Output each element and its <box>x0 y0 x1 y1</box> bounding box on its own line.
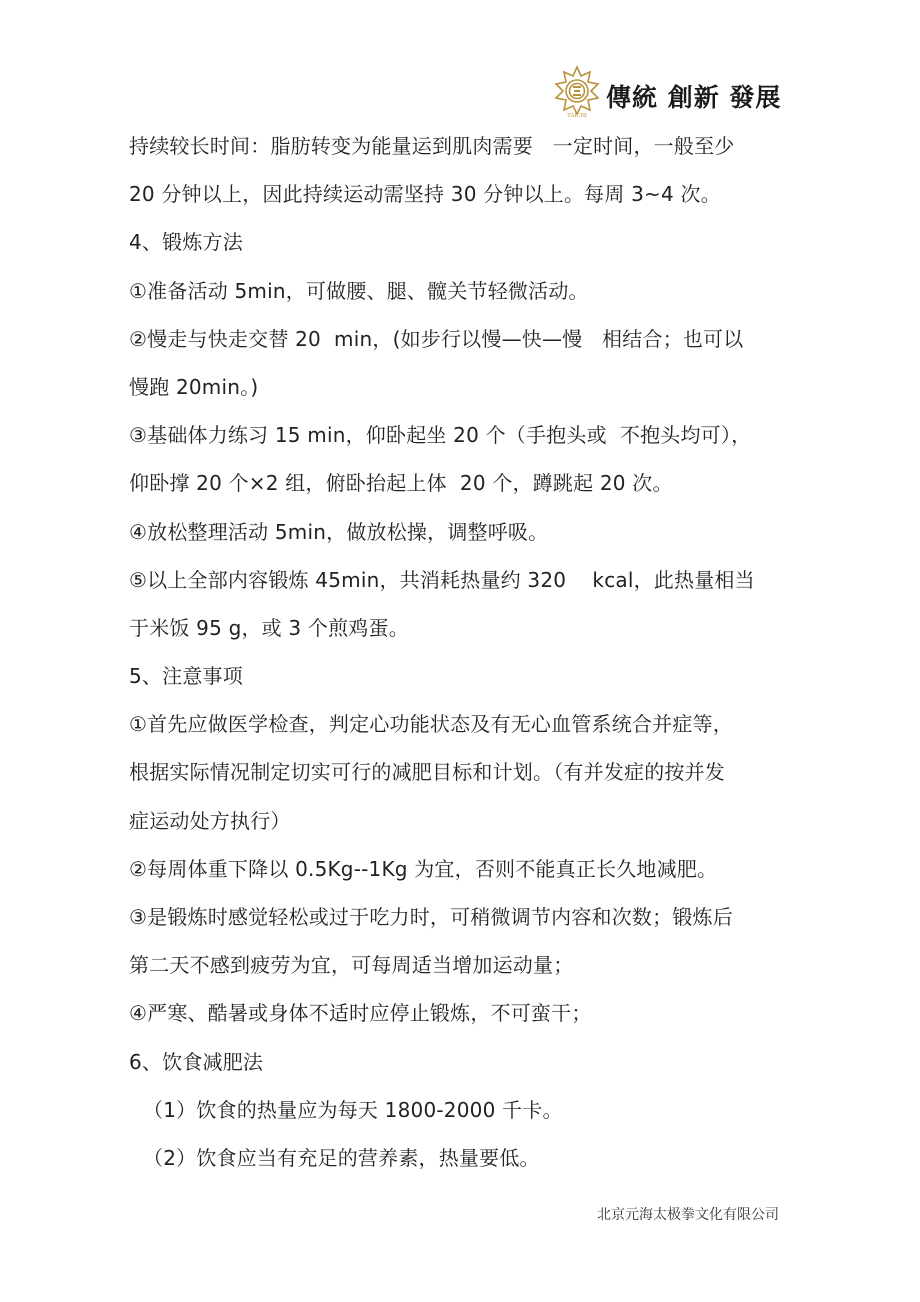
document-body <box>129 122 789 1182</box>
text-line: 20 分钟以上，因此持续运动需坚持 30 分钟以上。每周 3~4 次。 <box>129 182 721 207</box>
text-line: ③基础体力练习 15 min，仰卧起坐 20 个（手抱头或 不抱头均可）， <box>129 423 752 448</box>
page-header <box>552 64 792 124</box>
text-line: ⑤以上全部内容锻炼 45min，共消耗热量约 320 kcal，此热量相当 <box>129 567 755 592</box>
section-heading: 4、锻炼方法 <box>129 230 243 255</box>
text-line: ②慢走与快走交替 20 min，(如步行以慢—快—慢 相结合；也可以 <box>129 326 744 351</box>
text-line: 症运动处方执行） <box>129 808 291 833</box>
text-line: ④严寒、酷暑或身体不适时应停止锻炼，不可蛮干； <box>129 1001 592 1026</box>
text-line: ①首先应做医学检查，判定心功能状态及有无心血管系统合并症等， <box>129 712 733 737</box>
section-heading: 6、饮食减肥法 <box>129 1049 264 1074</box>
logo-text: TAICHI <box>567 113 587 118</box>
text-line: （2）饮食应当有充足的营养素，热量要低。 <box>143 1145 540 1170</box>
text-line: 仰卧撑 20 个×2 组，俯卧抬起上体 20 个，蹲跳起 20 次。 <box>129 471 673 496</box>
text-line: ④放松整理活动 5min，做放松操，调整呼吸。 <box>129 519 549 544</box>
text-line: ①准备活动 5min，可做腰、腿、髋关节轻微活动。 <box>129 278 589 303</box>
text-line: 第二天不感到疲劳为宜，可每周适当增加运动量； <box>129 953 574 978</box>
text-line: 于米饭 95 g，或 3 个煎鸡蛋。 <box>129 615 409 640</box>
text-line: 根据实际情况制定切实可行的减肥目标和计划。（有并发症的按并发 <box>129 760 725 785</box>
text-line: ③是锻炼时感觉轻松或过于吃力时，可稍微调节内容和次数；锻炼后 <box>129 905 733 929</box>
brand-slogan: 傳統 創新 發展 <box>606 83 782 112</box>
footer-company: 北京元海太极拳文化有限公司 <box>597 1207 779 1223</box>
text-line: 慢跑 20min。) <box>129 374 259 399</box>
section-heading: 5、注意事项 <box>129 664 243 689</box>
taichi-logo-icon <box>552 64 602 118</box>
text-line: ②每周体重下降以 0.5Kg--1Kg 为宜，否则不能真正长久地减肥。 <box>129 856 718 881</box>
text-line: （1）饮食的热量应为每天 1800-2000 千卡。 <box>143 1097 563 1122</box>
text-line: 持续较长时间：脂肪转变为能量运到肌肉需要 一定时间，一般至少 <box>129 134 735 158</box>
